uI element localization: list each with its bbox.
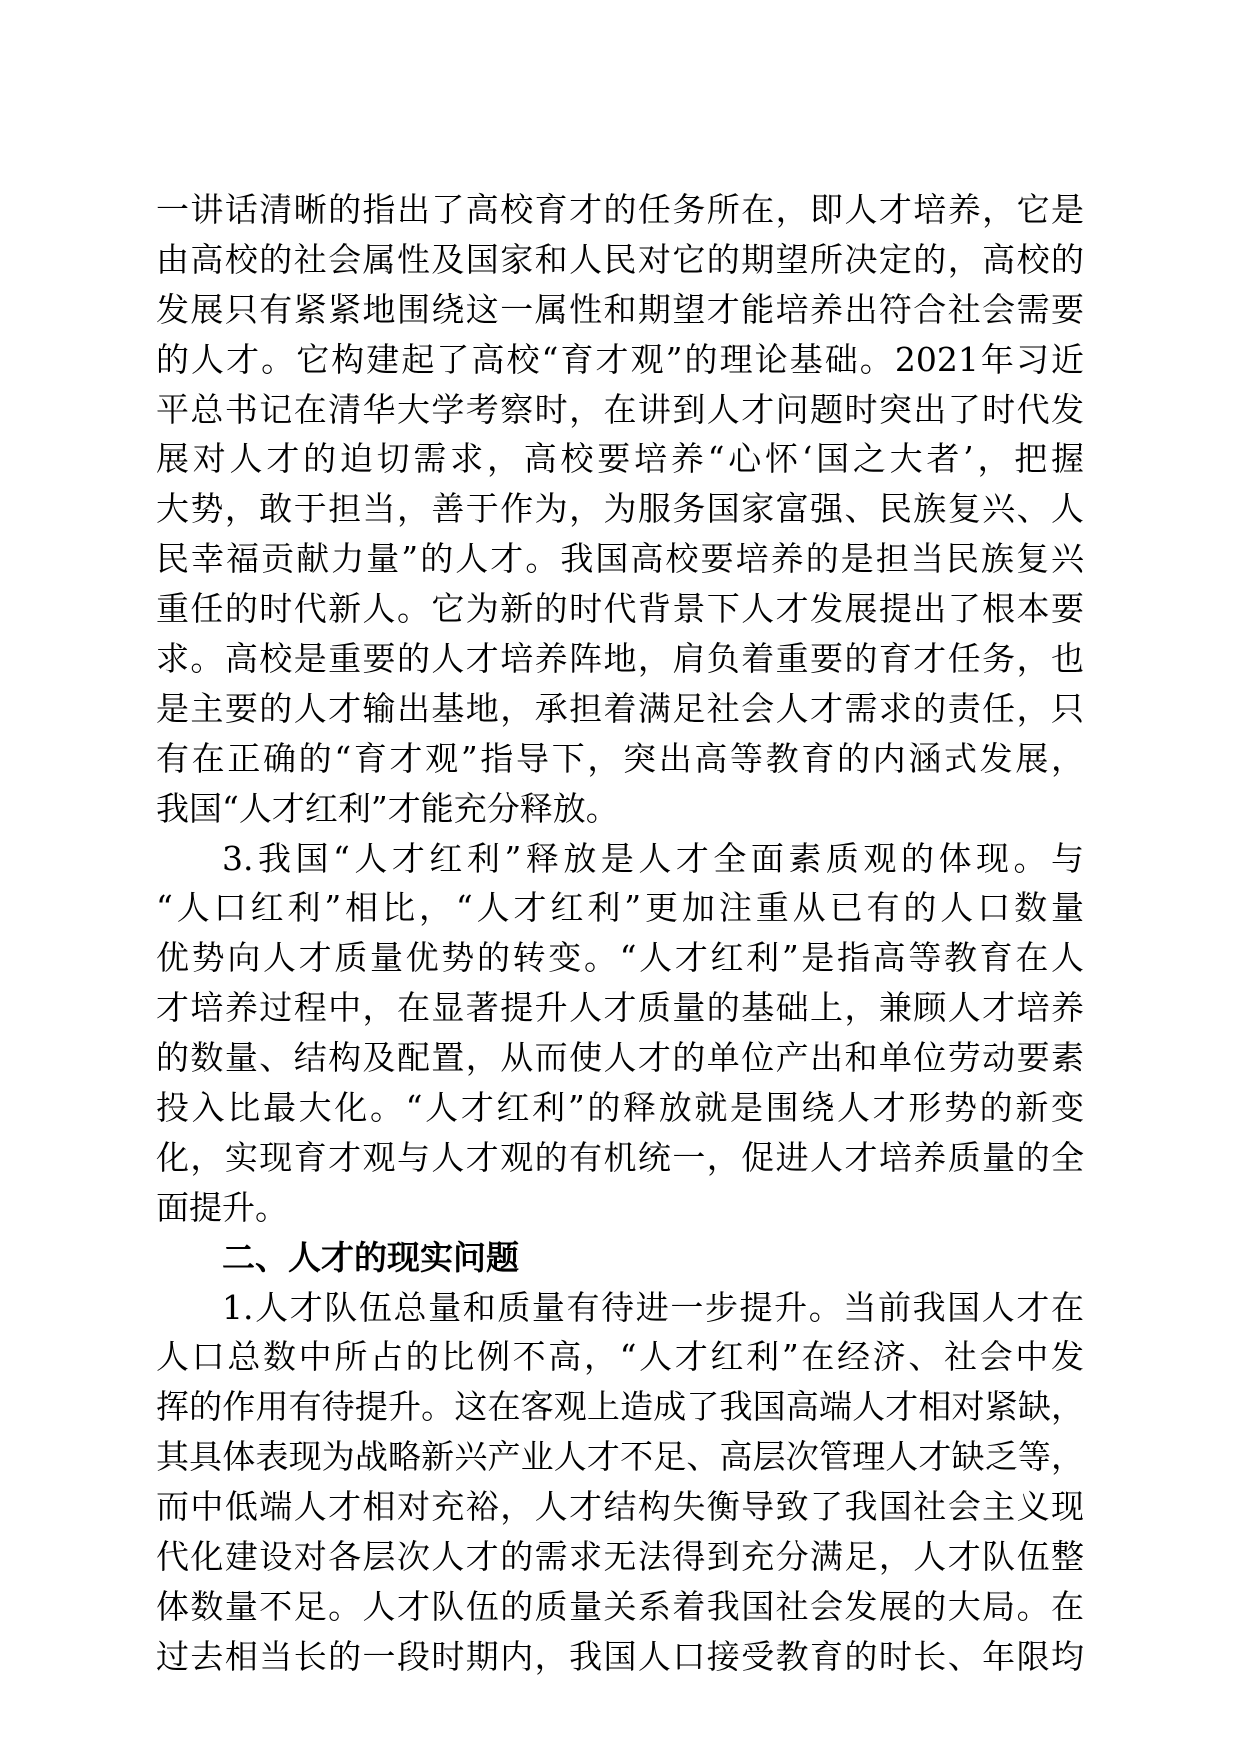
text-line: 求。高校是重要的人才培养阵地，肩负着重要的育才任务，也	[156, 639, 1084, 679]
document-body	[156, 185, 1084, 1682]
text-line: 是主要的人才输出基地，承担着满足社会人才需求的责任，只	[156, 688, 1084, 728]
section-heading-text: 二、人才的现实问题	[222, 1237, 519, 1277]
paragraph-2	[156, 834, 1084, 1233]
text-line: 的数量、结构及配置，从而使人才的单位产出和单位劳动要素	[156, 1038, 1084, 1078]
text-line: 人口总数中所占的比例不高，“人才红利”在经济、社会中发	[156, 1337, 1084, 1377]
section-heading	[156, 1233, 1084, 1283]
text-line: 3.我国“人才红利”释放是人才全面素质观的体现。与	[222, 838, 1084, 878]
text-line: 代化建设对各层次人才的需求无法得到充分满足，人才队伍整	[156, 1537, 1084, 1577]
text-line: 面提升。	[156, 1187, 288, 1227]
paragraph-3	[156, 1283, 1084, 1682]
text-line: 而中低端人才相对充裕，人才结构失衡导致了我国社会主义现	[156, 1487, 1084, 1527]
text-line: 体数量不足。人才队伍的质量关系着我国社会发展的大局。在	[156, 1586, 1084, 1626]
text-line: 一讲话清晰的指出了高校育才的任务所在，即人才培养，它是	[156, 190, 1084, 229]
text-line: 民幸福贡献力量”的人才。我国高校要培养的是担当民族复兴	[156, 539, 1084, 579]
text-line: 投入比最大化。“人才红利”的释放就是围绕人才形势的新变	[156, 1088, 1084, 1128]
text-line: 重任的时代新人。它为新的时代背景下人才发展提出了根本要	[156, 589, 1084, 629]
text-line: 有在正确的“育才观”指导下，突出高等教育的内涵式发展，	[156, 738, 1084, 778]
text-line: 才培养过程中，在显著提升人才质量的基础上，兼顾人才培养	[156, 988, 1084, 1028]
text-line: 我国“人才红利”才能充分释放。	[156, 788, 619, 828]
text-line: “人口红利”相比，“人才红利”更加注重从已有的人口数量	[156, 888, 1084, 928]
text-line: 挥的作用有待提升。这在客观上造成了我国高端人才相对紧缺，	[156, 1387, 1084, 1427]
paragraph-1	[156, 185, 1084, 834]
text-line: 发展只有紧紧地围绕这一属性和期望才能培养出符合社会需要	[156, 289, 1084, 329]
text-line: 大势，敢于担当，善于作为，为服务国家富强、民族复兴、人	[156, 489, 1084, 529]
text-line: 优势向人才质量优势的转变。“人才红利”是指高等教育在人	[156, 938, 1084, 978]
text-line: 化，实现育才观与人才观的有机统一，促进人才培养质量的全	[156, 1137, 1084, 1177]
text-line: 1.人才队伍总量和质量有待进一步提升。当前我国人才在	[222, 1287, 1084, 1327]
text-line: 过去相当长的一段时期内，我国人口接受教育的时长、年限均	[156, 1636, 1084, 1676]
text-line: 平总书记在清华大学考察时，在讲到人才问题时突出了时代发	[156, 389, 1084, 429]
text-line: 由高校的社会属性及国家和人民对它的期望所决定的，高校的	[156, 239, 1084, 279]
text-line: 展对人才的迫切需求，高校要培养“心怀‘国之大者’，把握	[156, 439, 1084, 479]
text-line: 其具体表现为战略新兴产业人才不足、高层次管理人才缺乏等，	[156, 1437, 1084, 1477]
text-line: 的人才。它构建起了高校“育才观”的理论基础。2021年习近	[156, 339, 1084, 379]
